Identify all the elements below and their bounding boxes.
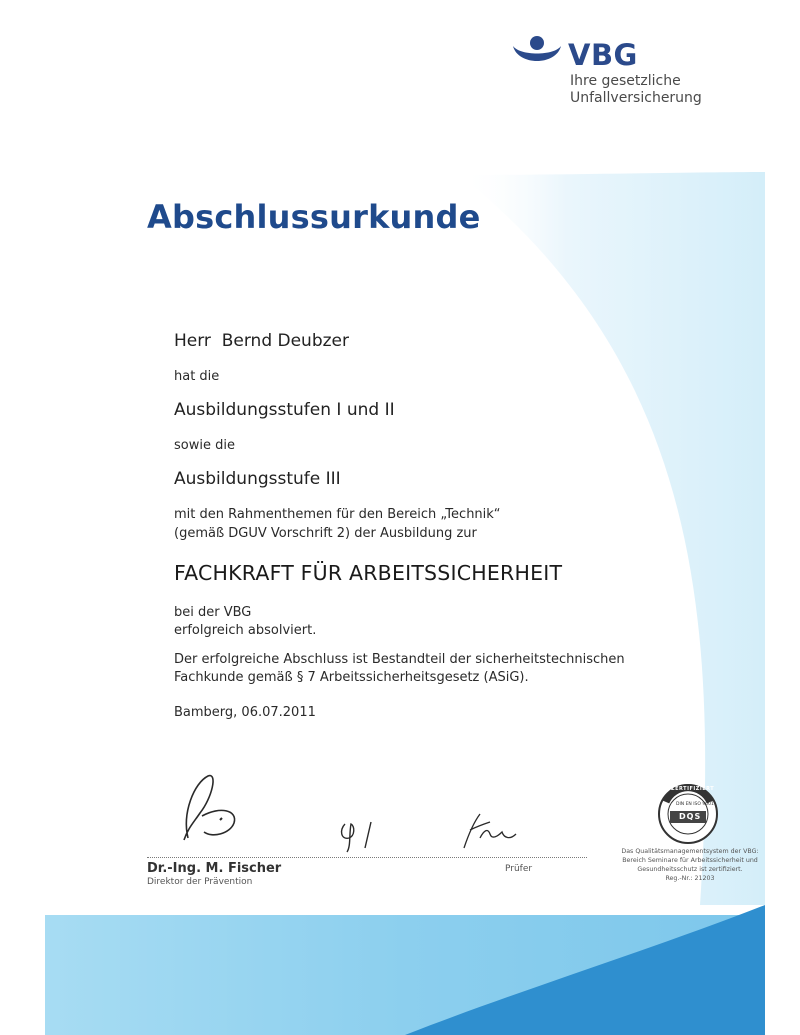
text-hat-die: hat die [174, 369, 220, 384]
director-signature [160, 768, 270, 858]
note-line2: Fachkunde gemäß § 7 Arbeitssicherheitsgesetz (ASiG). [174, 670, 529, 685]
course-stages-1-2: Ausbildungsstufen I und II [174, 400, 395, 420]
certificate-title: Abschlussurkunde [147, 198, 481, 236]
seal-note-line1: Das Qualitätsmanagementsystem der VBG: [621, 848, 759, 855]
examiner-signature-1 [335, 812, 395, 862]
seal-note [612, 847, 768, 883]
seal-standard: DIN EN ISO 9001 [676, 802, 714, 807]
vbg-logo-wordmark: VBG [568, 38, 638, 72]
completion-line2: erfolgreich absolviert. [174, 623, 317, 638]
director-role: Direktor der Prävention [147, 877, 253, 887]
note-line1: Der erfolgreiche Abschluss ist Bestandteil der sicherheitstechnischen [174, 652, 625, 667]
recipient-name: Herr Bernd Deubzer [174, 331, 349, 351]
seal-note-line3: Gesundheitsschutz ist zertifiziert. [637, 866, 743, 873]
logo-tagline-line1: Ihre gesetzliche [570, 73, 681, 89]
qualification-title: FACHKRAFT FÜR ARBEITSSICHERHEIT [174, 561, 563, 585]
framework-line2: (gemäß DGUV Vorschrift 2) der Ausbildung zur [174, 526, 477, 541]
course-stage-3: Ausbildungsstufe III [174, 469, 341, 489]
signature-line [147, 857, 587, 858]
framework-line1: mit den Rahmenthemen für den Bereich „Technik“ [174, 507, 501, 522]
logo-tagline-line2: Unfallversicherung [570, 90, 702, 106]
place-and-date: Bamberg, 06.07.2011 [174, 705, 316, 720]
vbg-logo-icon [512, 36, 562, 70]
examiner-role: Prüfer [505, 864, 533, 874]
seal-note-line2: Bereich Seminare für Arbeitssicherheit und [622, 857, 758, 864]
certification-seal [652, 783, 724, 845]
completion-line1: bei der VBG [174, 605, 252, 620]
text-sowie-die: sowie die [174, 438, 235, 453]
seal-mark: DQS [679, 812, 702, 821]
examiner-signature-2 [450, 808, 520, 858]
seal-note-line4: Reg.-Nr.: 21203 [665, 875, 715, 882]
vbg-logo [512, 36, 562, 74]
seal-ring-text: ZERTIFIZIERT [671, 786, 715, 792]
director-name: Dr.-Ing. M. Fischer [147, 861, 282, 876]
